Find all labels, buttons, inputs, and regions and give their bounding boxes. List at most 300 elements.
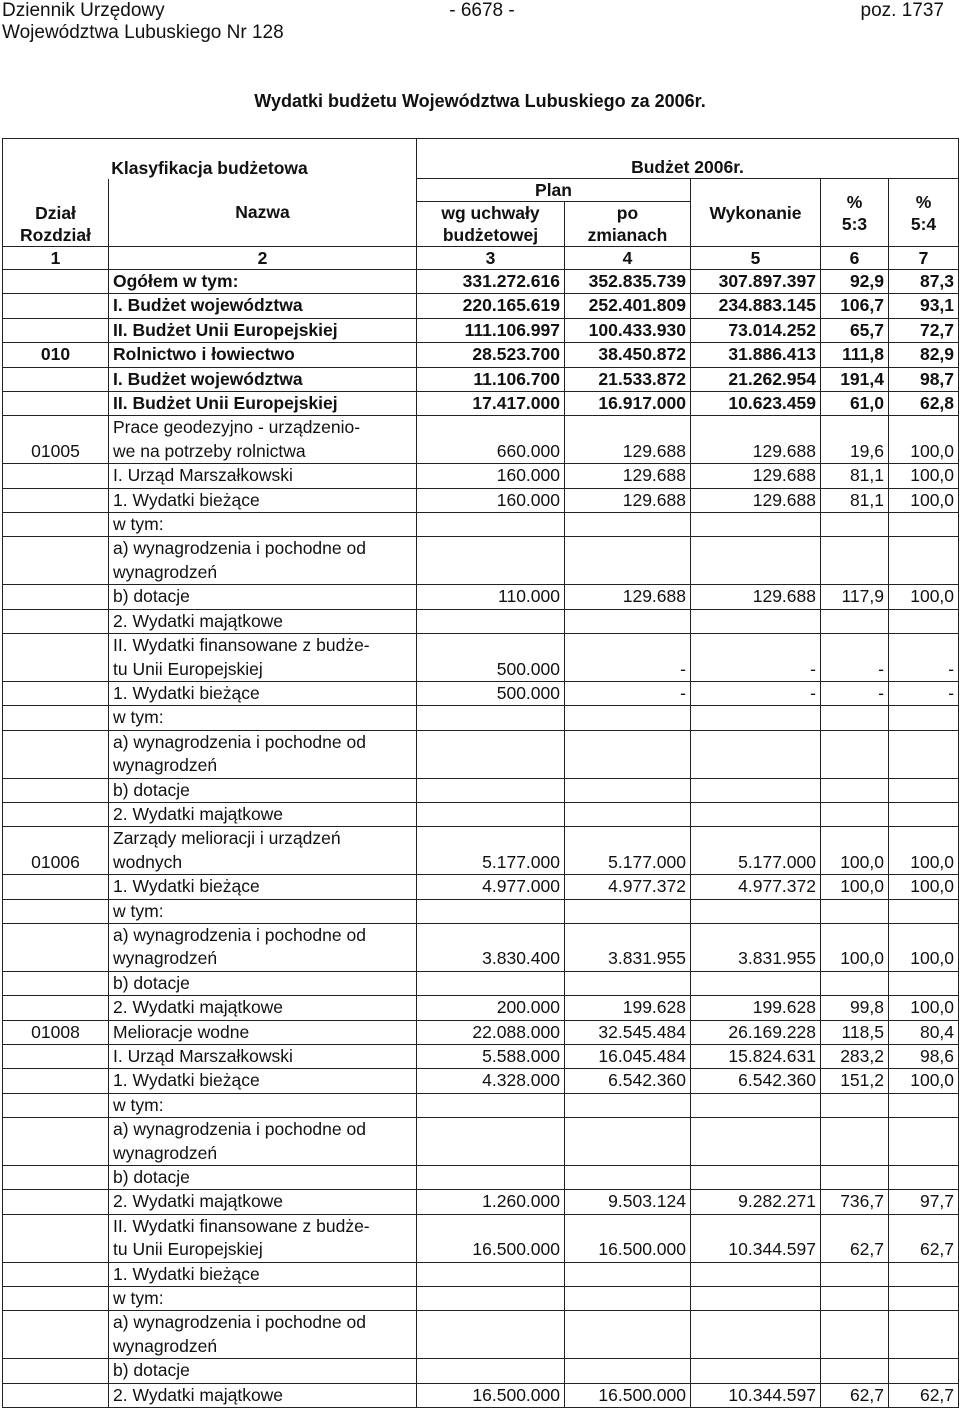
- cell-name-line: w tym:: [113, 707, 164, 728]
- cell-po-zmianach: 9.503.124: [565, 1190, 691, 1214]
- cell-po-zmianach: 352.835.739: [565, 270, 691, 294]
- cell-percent-5-4: [889, 802, 959, 826]
- cell-wykonanie: 129.688: [691, 585, 821, 609]
- header-plan: Plan: [417, 179, 691, 202]
- cell-code: 010: [3, 343, 109, 367]
- table-header: [3, 139, 959, 270]
- header-wykonanie: Wykonanie: [691, 179, 821, 247]
- cell-wykonanie: 129.688: [691, 416, 821, 464]
- table-row: [3, 1093, 959, 1117]
- header-po-zmianach: [565, 202, 691, 247]
- cell-plan: [417, 778, 565, 802]
- cell-name: [109, 609, 417, 633]
- cell-wykonanie: 199.628: [691, 996, 821, 1020]
- cell-percent-5-3: 283,2: [821, 1045, 889, 1069]
- header-wg-uchwaly-line1: wg uchwały: [441, 203, 540, 223]
- cell-wykonanie: -: [691, 681, 821, 705]
- cell-percent-5-3: 117,9: [821, 585, 889, 609]
- cell-wykonanie: 10.623.459: [691, 392, 821, 416]
- cell-percent-5-3: 99,8: [821, 996, 889, 1020]
- cell-plan: [417, 1262, 565, 1286]
- cell-percent-5-3: [821, 1287, 889, 1311]
- table-row: [3, 1045, 959, 1069]
- cell-name: [109, 1166, 417, 1190]
- position-number: poz. 1737: [860, 0, 944, 21]
- cell-percent-5-3: 100,0: [821, 827, 889, 875]
- cell-wykonanie: 3.831.955: [691, 923, 821, 971]
- header-budzet: Budżet 2006r.: [417, 139, 959, 179]
- cell-wykonanie: 10.344.597: [691, 1214, 821, 1262]
- cell-name: [109, 343, 417, 367]
- cell-wykonanie: -: [691, 634, 821, 682]
- cell-wykonanie: [691, 730, 821, 778]
- cell-percent-5-3: [821, 609, 889, 633]
- cell-percent-5-3: 736,7: [821, 1190, 889, 1214]
- cell-percent-5-3: 62,7: [821, 1214, 889, 1262]
- cell-name-line: b) dotacje: [113, 972, 190, 993]
- cell-name: [109, 996, 417, 1020]
- cell-percent-5-4: 98,6: [889, 1045, 959, 1069]
- cell-name-line: 2. Wydatki majątkowe: [113, 610, 284, 631]
- cell-percent-5-3: [821, 899, 889, 923]
- journal-issue: Województwa Lubuskiego Nr 128: [2, 22, 284, 43]
- cell-po-zmianach: [565, 706, 691, 730]
- table-row: [3, 294, 959, 318]
- header-wg-uchwaly-line2: budżetowej: [442, 225, 539, 245]
- cell-name: [109, 1093, 417, 1117]
- cell-name-line: a) wynagrodzenia i pochodne od: [113, 924, 366, 945]
- cell-percent-5-4: 97,7: [889, 1190, 959, 1214]
- cell-code: [3, 1190, 109, 1214]
- cell-code: [3, 802, 109, 826]
- cell-plan: [417, 513, 565, 537]
- cell-plan: 160.000: [417, 488, 565, 512]
- cell-name-line: a) wynagrodzenia i pochodne od: [113, 731, 366, 752]
- cell-name-line: I. Budżet województwa: [113, 295, 303, 316]
- cell-name-line: wodnych: [113, 851, 183, 872]
- cell-name-line: a) wynagrodzenia i pochodne od: [113, 1312, 366, 1333]
- cell-po-zmianach: 4.977.372: [565, 875, 691, 899]
- cell-po-zmianach: 21.533.872: [565, 367, 691, 391]
- table-row: [3, 392, 959, 416]
- cell-po-zmianach: 129.688: [565, 464, 691, 488]
- cell-plan: [417, 899, 565, 923]
- cell-percent-5-3: [821, 778, 889, 802]
- table-row: [3, 802, 959, 826]
- page-header: [2, 0, 958, 46]
- cell-percent-5-4: [889, 1287, 959, 1311]
- cell-percent-5-4: [889, 706, 959, 730]
- cell-name-line: II. Wydatki finansowane z budże-: [113, 1215, 370, 1236]
- cell-wykonanie: 234.883.145: [691, 294, 821, 318]
- document-title: Wydatki budżetu Województwa Lubuskiego za 2006r.: [254, 91, 706, 111]
- cell-name: [109, 971, 417, 995]
- cell-name-line: wynagrodzeń: [113, 948, 218, 969]
- cell-name: [109, 730, 417, 778]
- cell-name-line: II. Budżet Unii Europejskiej: [113, 319, 338, 340]
- cell-name: [109, 270, 417, 294]
- journal-name: [2, 0, 284, 44]
- cell-percent-5-4: [889, 1093, 959, 1117]
- cell-name-line: we na potrzeby rolnictwa: [113, 440, 306, 461]
- header-percent-sign: %: [846, 191, 863, 212]
- cell-plan: 500.000: [417, 681, 565, 705]
- cell-po-zmianach: 129.688: [565, 488, 691, 512]
- cell-percent-5-3: 92,9: [821, 270, 889, 294]
- cell-wykonanie: 5.177.000: [691, 827, 821, 875]
- table-row: [3, 416, 959, 464]
- cell-code: [3, 585, 109, 609]
- table-row: [3, 1311, 959, 1359]
- cell-plan: 16.500.000: [417, 1214, 565, 1262]
- cell-name: [109, 1311, 417, 1359]
- table-row: [3, 875, 959, 899]
- header-nazwa: Nazwa: [109, 179, 417, 247]
- table-row: [3, 1214, 959, 1262]
- cell-po-zmianach: [565, 1093, 691, 1117]
- cell-percent-5-4: 82,9: [889, 343, 959, 367]
- cell-wykonanie: [691, 778, 821, 802]
- cell-code: [3, 1045, 109, 1069]
- cell-wykonanie: 307.897.397: [691, 270, 821, 294]
- cell-percent-5-3: [821, 1118, 889, 1166]
- cell-code: [3, 1069, 109, 1093]
- cell-po-zmianach: 129.688: [565, 416, 691, 464]
- cell-percent-5-3: [821, 1166, 889, 1190]
- cell-name-line: tu Unii Europejskiej: [113, 658, 263, 679]
- cell-name: [109, 464, 417, 488]
- cell-plan: 500.000: [417, 634, 565, 682]
- cell-plan: 111.106.997: [417, 318, 565, 342]
- cell-name-line: wynagrodzeń: [113, 561, 218, 582]
- table-row: [3, 513, 959, 537]
- cell-name-line: b) dotacje: [113, 1360, 190, 1381]
- cell-plan: [417, 1093, 565, 1117]
- cell-wykonanie: [691, 513, 821, 537]
- header-wg-uchwaly: [417, 202, 565, 247]
- table-row: [3, 1020, 959, 1044]
- cell-code: 01005: [3, 416, 109, 464]
- cell-percent-5-4: 62,7: [889, 1214, 959, 1262]
- cell-plan: [417, 706, 565, 730]
- cell-name: [109, 416, 417, 464]
- cell-name-line: 1. Wydatki bieżące: [113, 489, 260, 510]
- table-row: [3, 1359, 959, 1383]
- header-dzial: Dział: [35, 203, 76, 223]
- cell-po-zmianach: [565, 513, 691, 537]
- cell-plan: 331.272.616: [417, 270, 565, 294]
- cell-plan: [417, 609, 565, 633]
- cell-percent-5-3: [821, 802, 889, 826]
- cell-percent-5-4: [889, 730, 959, 778]
- table-row: [3, 488, 959, 512]
- cell-percent-5-4: [889, 899, 959, 923]
- cell-po-zmianach: [565, 971, 691, 995]
- cell-po-zmianach: 199.628: [565, 996, 691, 1020]
- cell-name-line: Prace geodezyjno - urządzenio-: [113, 417, 361, 438]
- cell-name: [109, 513, 417, 537]
- cell-code: [3, 875, 109, 899]
- cell-code: [3, 706, 109, 730]
- cell-name-line: II. Wydatki finansowane z budże-: [113, 635, 370, 656]
- cell-percent-5-4: 98,7: [889, 367, 959, 391]
- table-row: [3, 634, 959, 682]
- cell-name-line: 2. Wydatki majątkowe: [113, 997, 284, 1018]
- cell-code: [3, 537, 109, 585]
- table-row: [3, 996, 959, 1020]
- cell-wykonanie: 10.344.597: [691, 1383, 821, 1407]
- cell-plan: 11.106.700: [417, 367, 565, 391]
- cell-po-zmianach: [565, 1287, 691, 1311]
- cell-name: [109, 802, 417, 826]
- cell-percent-5-3: [821, 1311, 889, 1359]
- cell-plan: [417, 1118, 565, 1166]
- cell-percent-5-4: -: [889, 681, 959, 705]
- cell-percent-5-3: 100,0: [821, 875, 889, 899]
- cell-name: [109, 681, 417, 705]
- cell-code: [3, 923, 109, 971]
- cell-plan: [417, 1311, 565, 1359]
- cell-name: [109, 1069, 417, 1093]
- cell-name-line: I. Urząd Marszałkowski: [113, 465, 293, 486]
- cell-po-zmianach: -: [565, 634, 691, 682]
- cell-wykonanie: [691, 1311, 821, 1359]
- cell-wykonanie: [691, 899, 821, 923]
- cell-po-zmianach: 129.688: [565, 585, 691, 609]
- cell-percent-5-3: 118,5: [821, 1020, 889, 1044]
- cell-po-zmianach: 16.917.000: [565, 392, 691, 416]
- cell-name: [109, 1214, 417, 1262]
- table-row: [3, 778, 959, 802]
- cell-plan: 5.177.000: [417, 827, 565, 875]
- cell-plan: [417, 730, 565, 778]
- cell-name: [109, 827, 417, 875]
- cell-percent-5-3: 100,0: [821, 923, 889, 971]
- table-row: [3, 1118, 959, 1166]
- cell-percent-5-3: 81,1: [821, 488, 889, 512]
- cell-po-zmianach: [565, 537, 691, 585]
- cell-po-zmianach: -: [565, 681, 691, 705]
- cell-percent-5-3: 61,0: [821, 392, 889, 416]
- cell-po-zmianach: [565, 1262, 691, 1286]
- cell-wykonanie: [691, 1166, 821, 1190]
- cell-po-zmianach: 16.045.484: [565, 1045, 691, 1069]
- cell-wykonanie: 4.977.372: [691, 875, 821, 899]
- cell-wykonanie: 21.262.954: [691, 367, 821, 391]
- table-row: [3, 343, 959, 367]
- column-number: 2: [109, 247, 417, 270]
- cell-percent-5-4: 100,0: [889, 585, 959, 609]
- cell-wykonanie: 6.542.360: [691, 1069, 821, 1093]
- cell-po-zmianach: 32.545.484: [565, 1020, 691, 1044]
- cell-name: [109, 537, 417, 585]
- cell-percent-5-3: 65,7: [821, 318, 889, 342]
- cell-wykonanie: 26.169.228: [691, 1020, 821, 1044]
- cell-plan: 200.000: [417, 996, 565, 1020]
- cell-percent-5-4: 62,7: [889, 1383, 959, 1407]
- table-row: [3, 537, 959, 585]
- cell-code: [3, 778, 109, 802]
- cell-percent-5-4: 72,7: [889, 318, 959, 342]
- cell-plan: [417, 1359, 565, 1383]
- cell-name: [109, 488, 417, 512]
- cell-wykonanie: 73.014.252: [691, 318, 821, 342]
- column-number: 5: [691, 247, 821, 270]
- cell-po-zmianach: [565, 730, 691, 778]
- cell-po-zmianach: 6.542.360: [565, 1069, 691, 1093]
- cell-name-line: Ogółem w tym:: [113, 271, 239, 291]
- header-po-zmianach-line2: zmianach: [587, 225, 668, 245]
- cell-percent-5-3: 106,7: [821, 294, 889, 318]
- cell-code: [3, 1287, 109, 1311]
- cell-name: [109, 1383, 417, 1407]
- cell-plan: [417, 971, 565, 995]
- cell-percent-5-3: -: [821, 681, 889, 705]
- header-ratio-5-4: 5:4: [910, 213, 937, 234]
- cell-name: [109, 318, 417, 342]
- cell-code: [3, 367, 109, 391]
- cell-name-line: wynagrodzeń: [113, 1335, 218, 1356]
- cell-po-zmianach: [565, 1118, 691, 1166]
- column-number: 7: [889, 247, 959, 270]
- cell-plan: [417, 537, 565, 585]
- cell-percent-5-3: -: [821, 634, 889, 682]
- cell-plan: 660.000: [417, 416, 565, 464]
- cell-name: [109, 706, 417, 730]
- cell-name-line: w tym:: [113, 900, 164, 921]
- cell-plan: [417, 802, 565, 826]
- cell-code: [3, 294, 109, 318]
- cell-percent-5-3: [821, 971, 889, 995]
- cell-percent-5-4: -: [889, 634, 959, 682]
- cell-name: [109, 1118, 417, 1166]
- cell-code: [3, 392, 109, 416]
- cell-percent-5-4: [889, 1118, 959, 1166]
- cell-name-line: Rolnictwo i łowiectwo: [113, 344, 295, 365]
- cell-percent-5-4: 100,0: [889, 1069, 959, 1093]
- cell-name-line: w tym:: [113, 514, 164, 535]
- cell-name: [109, 1045, 417, 1069]
- cell-percent-5-4: 93,1: [889, 294, 959, 318]
- budget-table: [2, 138, 959, 1408]
- cell-plan: 220.165.619: [417, 294, 565, 318]
- cell-wykonanie: [691, 706, 821, 730]
- cell-name: [109, 923, 417, 971]
- cell-percent-5-4: 100,0: [889, 996, 959, 1020]
- cell-wykonanie: 129.688: [691, 464, 821, 488]
- cell-name: [109, 1359, 417, 1383]
- cell-percent-5-3: [821, 513, 889, 537]
- column-number: 1: [3, 247, 109, 270]
- cell-code: [3, 1262, 109, 1286]
- cell-name-line: tu Unii Europejskiej: [113, 1239, 263, 1260]
- cell-percent-5-4: 100,0: [889, 923, 959, 971]
- cell-plan: 160.000: [417, 464, 565, 488]
- table-row: [3, 609, 959, 633]
- cell-po-zmianach: [565, 1166, 691, 1190]
- table-row: [3, 1069, 959, 1093]
- table-row: [3, 730, 959, 778]
- cell-code: [3, 609, 109, 633]
- cell-plan: 110.000: [417, 585, 565, 609]
- header-percent-5-4: [889, 179, 959, 247]
- cell-name: [109, 1262, 417, 1286]
- cell-name-line: a) wynagrodzenia i pochodne od: [113, 1119, 366, 1140]
- cell-po-zmianach: 38.450.872: [565, 343, 691, 367]
- cell-name-line: w tym:: [113, 1094, 164, 1115]
- cell-plan: [417, 1287, 565, 1311]
- cell-wykonanie: 31.886.413: [691, 343, 821, 367]
- cell-name: [109, 634, 417, 682]
- cell-percent-5-3: 191,4: [821, 367, 889, 391]
- cell-name-line: 1. Wydatki bieżące: [113, 1263, 260, 1284]
- table-row: [3, 827, 959, 875]
- cell-percent-5-3: 19,6: [821, 416, 889, 464]
- cell-name-line: 1. Wydatki bieżące: [113, 682, 260, 703]
- cell-percent-5-4: 62,8: [889, 392, 959, 416]
- cell-code: [3, 730, 109, 778]
- cell-percent-5-4: 100,0: [889, 488, 959, 512]
- cell-name-line: 2. Wydatki majątkowe: [113, 803, 284, 824]
- cell-code: [3, 1214, 109, 1262]
- cell-po-zmianach: 100.433.930: [565, 318, 691, 342]
- cell-percent-5-4: [889, 513, 959, 537]
- cell-code: [3, 1118, 109, 1166]
- cell-name-line: I. Urząd Marszałkowski: [113, 1046, 293, 1066]
- cell-percent-5-3: [821, 1262, 889, 1286]
- column-number: 6: [821, 247, 889, 270]
- cell-code: [3, 996, 109, 1020]
- cell-code: [3, 971, 109, 995]
- cell-code: [3, 1166, 109, 1190]
- table-row: [3, 270, 959, 294]
- header-po-zmianach-line1: po: [616, 203, 639, 223]
- cell-plan: 16.500.000: [417, 1383, 565, 1407]
- cell-code: [3, 681, 109, 705]
- header-ratio-5-3: 5:3: [841, 213, 868, 234]
- cell-name-line: 1. Wydatki bieżące: [113, 876, 260, 897]
- cell-code: 01008: [3, 1020, 109, 1044]
- cell-code: [3, 488, 109, 512]
- cell-wykonanie: [691, 1118, 821, 1166]
- cell-po-zmianach: 16.500.000: [565, 1214, 691, 1262]
- cell-wykonanie: [691, 1262, 821, 1286]
- cell-po-zmianach: 252.401.809: [565, 294, 691, 318]
- cell-percent-5-4: [889, 537, 959, 585]
- cell-wykonanie: 15.824.631: [691, 1045, 821, 1069]
- table-row: [3, 899, 959, 923]
- cell-plan: 1.260.000: [417, 1190, 565, 1214]
- cell-name-line: Zarządy melioracji i urządzeń: [113, 828, 341, 849]
- cell-wykonanie: 129.688: [691, 488, 821, 512]
- cell-code: 01006: [3, 827, 109, 875]
- cell-po-zmianach: [565, 1359, 691, 1383]
- cell-name-line: I. Budżet województwa: [113, 368, 303, 389]
- cell-percent-5-3: 151,2: [821, 1069, 889, 1093]
- cell-wykonanie: 9.282.271: [691, 1190, 821, 1214]
- cell-percent-5-4: 100,0: [889, 416, 959, 464]
- cell-percent-5-4: 87,3: [889, 270, 959, 294]
- cell-name: [109, 1020, 417, 1044]
- cell-po-zmianach: 5.177.000: [565, 827, 691, 875]
- cell-name: [109, 875, 417, 899]
- cell-percent-5-4: 100,0: [889, 464, 959, 488]
- cell-percent-5-4: 100,0: [889, 875, 959, 899]
- table-row: [3, 367, 959, 391]
- cell-plan: 28.523.700: [417, 343, 565, 367]
- table-row: [3, 971, 959, 995]
- column-number: 3: [417, 247, 565, 270]
